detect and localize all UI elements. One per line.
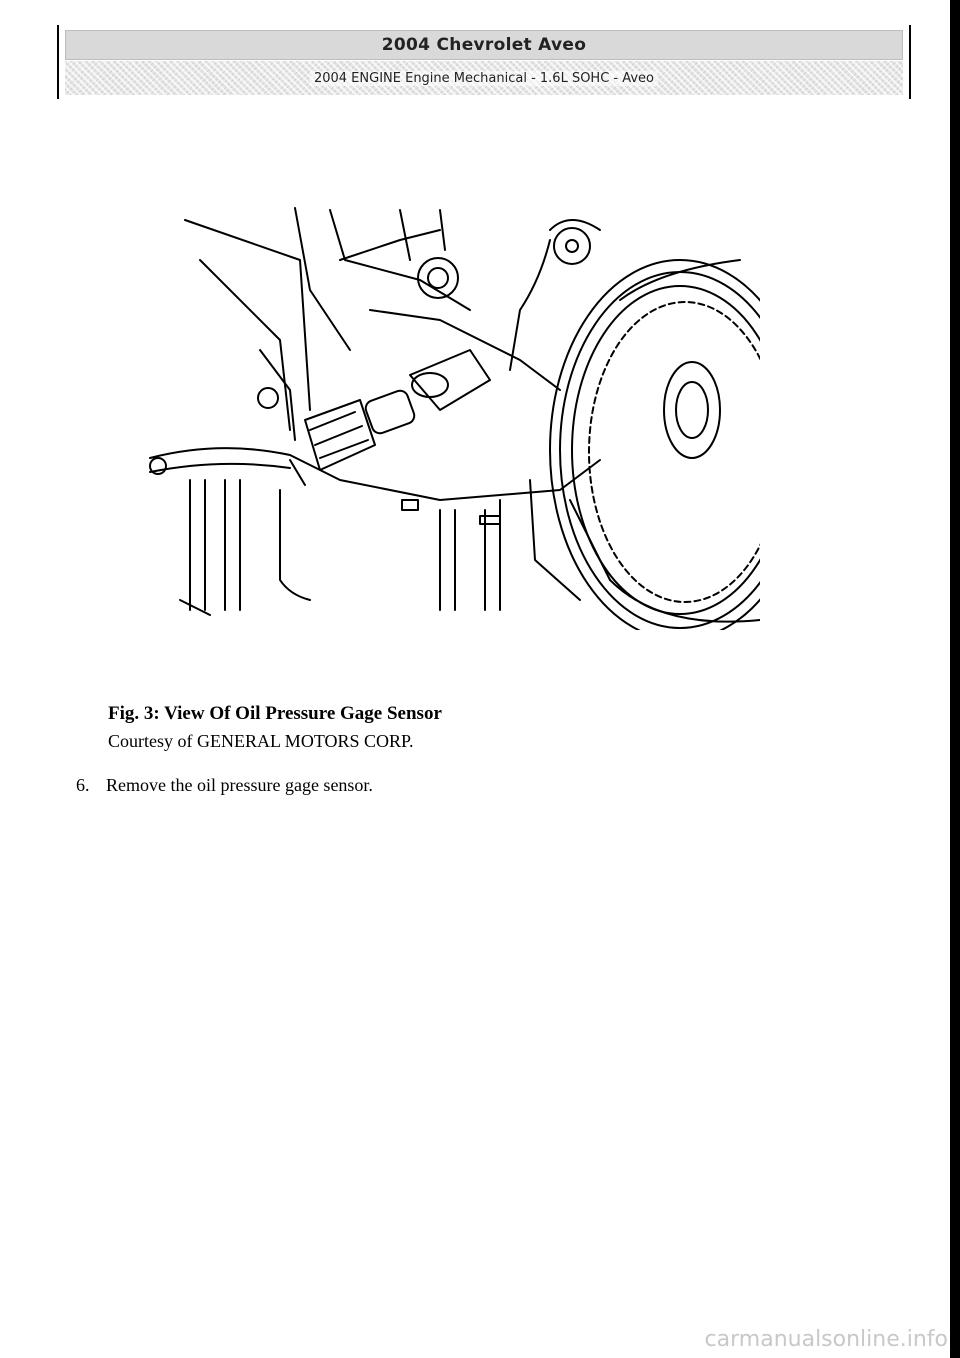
figure-caption: Fig. 3: View Of Oil Pressure Gage Sensor (108, 703, 442, 724)
pulley-drawing (550, 260, 760, 630)
watermark: carmanualsonline.info (704, 1327, 948, 1352)
page-header (57, 25, 911, 99)
header-subtitle (65, 61, 903, 95)
header-title: 2004 Chevrolet Aveo (65, 30, 903, 60)
procedure-step (76, 775, 373, 796)
page-edge-bar (950, 0, 960, 1358)
step-text: Remove the oil pressure gage sensor. (106, 775, 373, 795)
step-number: 6. (76, 775, 90, 795)
bracket-drawing (185, 208, 600, 430)
engine-illustration (140, 200, 760, 630)
header-subtitle-text: 2004 ENGINE Engine Mechanical - 1.6L SOHC - Aveo (310, 71, 658, 86)
oil-pan-drawing (150, 448, 610, 615)
sensor-drawing (258, 350, 490, 485)
figure-courtesy: Courtesy of GENERAL MOTORS CORP. (108, 731, 414, 751)
